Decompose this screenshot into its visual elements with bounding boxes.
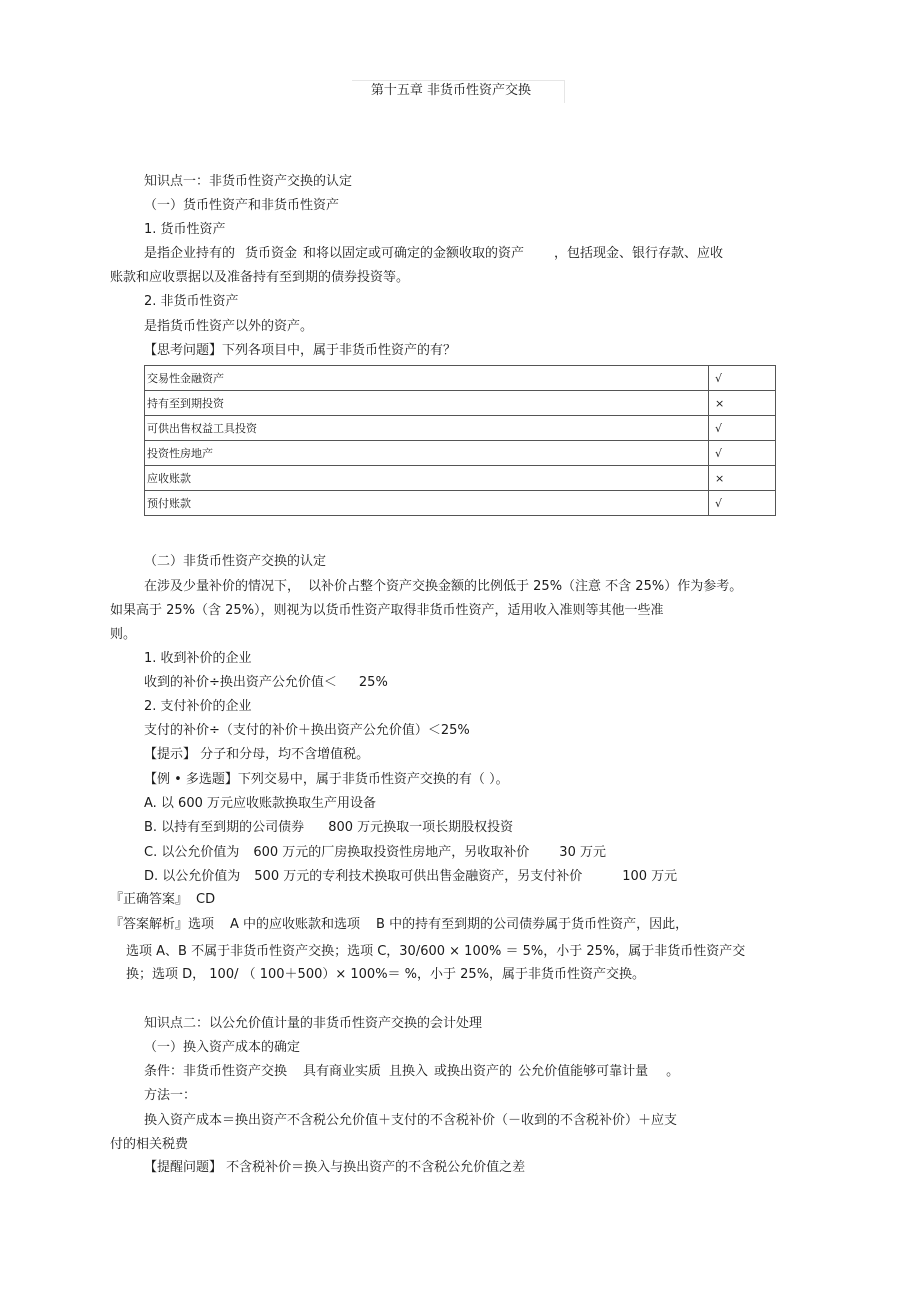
- cost-formula: 换入资产成本＝换出资产不含税公允价值＋支付的不含税补价（－收到的不含税补价）＋应支: [144, 1113, 678, 1128]
- kp1-subheading-1: （一）货币性资产和非货币性资产: [144, 198, 340, 213]
- question-table: [144, 365, 776, 516]
- table-cell-item: 可供出售权益工具投资: [145, 416, 709, 441]
- option-d: D. 以公允价值为 500 万元的专利技术换取可供出售金融资产，另支付补价 100 万元: [144, 869, 678, 884]
- hint: 【提示】 分子和分母，均不含增值税。: [144, 747, 370, 762]
- rule-1-formula: 收到的补价÷换出资产公允价值＜ 25%: [144, 675, 388, 690]
- table-row: [145, 491, 776, 516]
- para-1-end: 则。: [110, 627, 137, 642]
- item-1-title: 1. 货币性资产: [144, 222, 226, 237]
- item-2-text: 是指货币性资产以外的资产。: [144, 319, 314, 334]
- option-b: B. 以持有至到期的公司债券 800 万元换取一项长期股权投资: [144, 820, 514, 835]
- table-cell-item: 预付账款: [145, 491, 709, 516]
- question: 【思考问题】下列各项目中，属于非货币性资产的有？: [144, 343, 457, 358]
- option-a: A. 以 600 万元应收账款换取生产用设备: [144, 796, 377, 811]
- table-row: [145, 466, 776, 491]
- page-title: 第十五章 非货币性资产交换: [352, 80, 565, 103]
- rule-2-title: 2. 支付补价的企业: [144, 699, 252, 714]
- answer-analysis-cont-2: 换；选项 D， 100/ （ 100＋500）× 100%＝ %，小于 25%，属于非货币性资产交换。: [126, 967, 646, 982]
- table-cell-item: 交易性金融资产: [145, 366, 709, 391]
- rule-1-title: 1. 收到补价的企业: [144, 651, 252, 666]
- method-title: 方法一：: [144, 1088, 197, 1103]
- correct-answer: 『正确答案』 CD: [110, 892, 216, 907]
- kp2-heading: 知识点二：以公允价值计量的非货币性资产交换的会计处理: [144, 1016, 483, 1031]
- rule-2-formula: 支付的补价÷（支付的补价＋换出资产公允价值）＜25%: [144, 723, 470, 738]
- cost-formula-cont: 付的相关税费: [110, 1137, 189, 1152]
- table-cell-mark: ×: [709, 391, 776, 416]
- table-row: [145, 441, 776, 466]
- condition: 条件：非货币性资产交换 具有商业实质 且换入 或换出资产的 公允价值能够可靠计量 。: [144, 1064, 680, 1079]
- kp1-heading: 知识点一：非货币性资产交换的认定: [144, 174, 353, 189]
- table-cell-mark: √: [709, 441, 776, 466]
- table-cell-mark: √: [709, 491, 776, 516]
- table-cell-item: 应收账款: [145, 466, 709, 491]
- para-1: 在涉及少量补价的情况下， 以补价占整个资产交换金额的比例低于 25%（注意 不含 25%）作为参考。: [144, 579, 743, 594]
- table-cell-mark: √: [709, 416, 776, 441]
- table-cell-item: 投资性房地产: [145, 441, 709, 466]
- answer-analysis-cont-1: 选项 A、B 不属于非货币性资产交换；选项 C，30/600 × 100% ＝ 5%，小于 25%，属于非货币性资产交: [126, 944, 746, 959]
- kp2-subheading-1: （一）换入资产成本的确定: [144, 1040, 301, 1055]
- reminder: 【提醒问题】 不含税补价＝换入与换出资产的不含税公允价值之差: [144, 1160, 526, 1175]
- answer-analysis: 『答案解析』选项 A 中的应收账款和选项 B 中的持有至到期的公司债券属于货币性资产，因此，: [110, 917, 689, 932]
- table-row: [145, 416, 776, 441]
- table-row: [145, 366, 776, 391]
- item-2-title: 2. 非货币性资产: [144, 294, 239, 309]
- option-c: C. 以公允价值为 600 万元的厂房换取投资性房地产，另收取补价 30 万元: [144, 845, 606, 860]
- item-1-text-cont: 账款和应收票据以及准备持有至到期的债券投资等。: [110, 270, 410, 285]
- kp1-subheading-2: （二）非货币性资产交换的认定: [144, 554, 327, 569]
- table-cell-mark: √: [709, 366, 776, 391]
- table-row: [145, 391, 776, 416]
- example-question: 【例 • 多选题】下列交易中，属于非货币性资产交换的有（ ）。: [144, 772, 509, 787]
- table-cell-mark: ×: [709, 466, 776, 491]
- item-1-text: 是指企业持有的 货币资金 和将以固定或可确定的金额收取的资产 ，包括现金、银行存款、应收: [144, 246, 724, 261]
- table-cell-item: 持有至到期投资: [145, 391, 709, 416]
- para-1-cont: 如果高于 25%（含 25%），则视为以货币性资产取得非货币性资产，适用收入准则等其他一些准: [110, 603, 664, 618]
